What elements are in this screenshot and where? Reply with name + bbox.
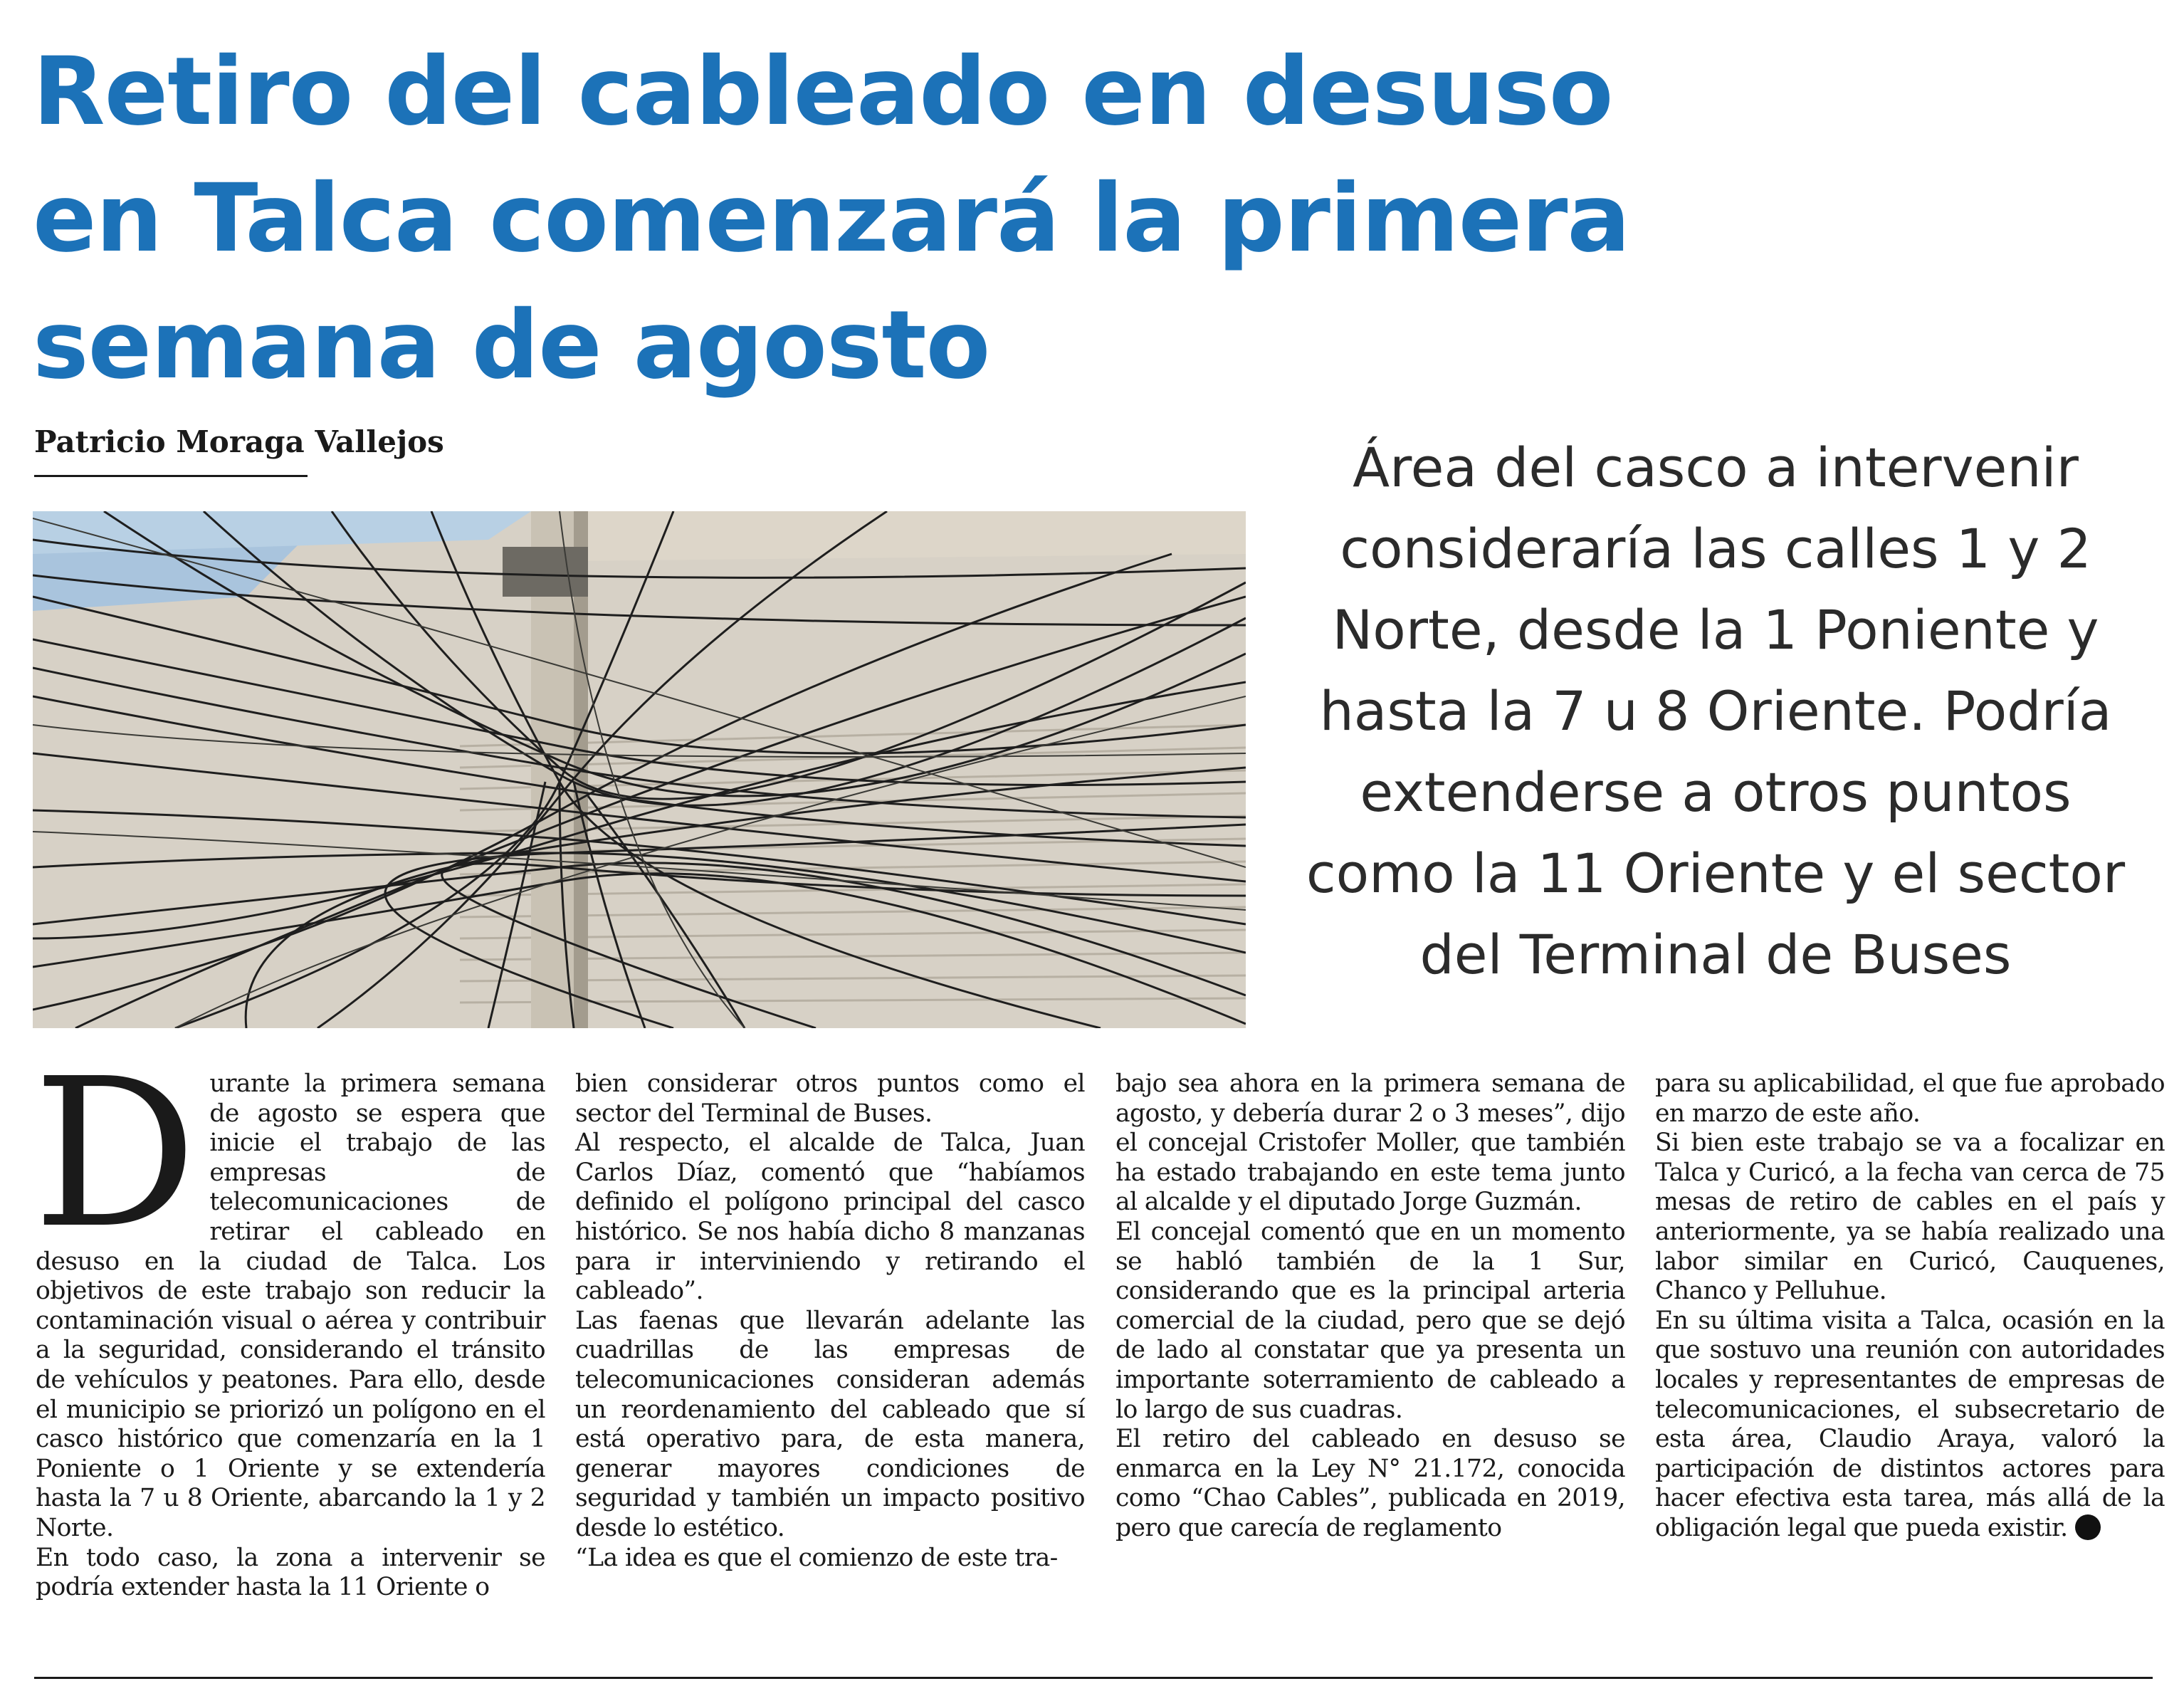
body-paragraph: para su aplicabilidad, el que fue aprobado en marzo de este año. [1655,1069,2165,1128]
power-pole-cables-photo [33,511,1246,1028]
body-paragraph: bien considerar otros puntos como el sector del Terminal de Buses. [575,1069,1085,1128]
body-paragraph [33,1035,545,1544]
pullquote-line: Área del casco a intervenir [1353,436,2079,499]
pullquote-line: hasta la 7 u 8 Oriente. Podría [1319,679,2112,743]
body-paragraph: bajo sea ahora en la primera semana de agosto, y debería durar 2 o 3 meses”, dijo el concejal Cristofer Moller, que también ha estado trabajando en este tema junto al alcalde y el diputado Jorge Guzmán. [1115,1069,1625,1217]
pullquote-line: consideraría las calles 1 y 2 [1340,517,2091,580]
author-byline: Patricio Moraga Vallejos [34,424,308,477]
bottom-divider [34,1677,2153,1679]
body-paragraph: En todo caso, la zona a intervenir se podría extender hasta la 11 Oriente o [36,1543,545,1602]
closing-text: En su última visita a Talca, ocasión en la que sostuvo una reunión con autoridades locales y representantes de empresas de telecomunicaciones, el subsecretario de esta área, Claudio Araya, valoró la participación de distintos actores para hacer efectiva esta tarea, más allá de la obligación legal que pueda existir. [1655,1306,2165,1542]
body-paragraph: “La idea es que el comienzo de este tra- [575,1543,1058,1572]
pullquote-line: extenderse a otros puntos [1360,760,2072,824]
headline-line: Retiro del cableado en desuso [33,37,1613,147]
pullquote-line: Norte, desde la 1 Poniente y [1332,598,2099,661]
body-paragraph [1655,1307,2165,1544]
headline-line: en Talca comenzará la primera [33,164,1630,273]
body-paragraph: Las faenas que llevarán adelante las cuadrillas de las empresas de telecomunicaciones consideran además un reordenamiento del cableado que sí está operativo para, de esta manera, generar mayores condiciones de seguridad y también un impacto positivo desde lo estético. [575,1306,1085,1542]
article-headline [33,28,1812,409]
pullquote-line: como la 11 Oriente y el sector [1306,842,2126,905]
body-paragraph: El concejal comentó que en un momento se habló también de la 1 Sur, considerando que es la principal arteria comercial de la ciudad, pero que se dejó de lado al constatar que ya presenta un importante soterramiento de cableado a lo largo de sus cuadras. [1115,1217,1625,1424]
body-column-1 [33,1035,545,1603]
body-paragraph: El retiro del cableado en desuso se enmarca en la Ley N° 21.172, conocida como “Chao Cables”, publicada en 2019, pero que carecía de reglamento [1115,1425,1625,1542]
drop-cap: D [33,1035,197,1273]
pullquote-line: del Terminal de Buses [1419,923,2012,986]
pull-quote [1267,427,2164,995]
end-of-article-bullet-icon [2075,1514,2101,1540]
body-paragraph: Si bien este trabajo se va a focalizar en Talca y Curicó, a la fecha van cerca de 75 mesas de retiro de cables en el país y anteriormente, ya se había realizado una labor similar en Curicó, Cauquenes, Chanco y Pelluhue. [1655,1129,2165,1306]
body-column-4 [1655,1069,2165,1544]
lead-text: urante la primera semana de agosto se espera que inicie el trabajo de las empresas de telecomunicaciones de retirar el cableado en desuso en la ciudad de Talca. Los objetivos de este trabajo son reducir la contaminación visual o aérea y contribuir a la seguridad, considerando el tránsito de vehículos y peatones. Para ello, desde el municipio se priorizó un polígono en el casco histórico que comenzaría en la 1 Poniente o 1 Oriente y se extendería hasta la 7 u 8 Oriente, abarcando la 1 y 2 Norte. [36,1069,545,1542]
headline-line: semana de agosto [33,291,990,400]
body-column-2 [575,1069,1085,1573]
body-paragraph: Al respecto, el alcalde de Talca, Juan Carlos Díaz, comentó que “habíamos definido el polígono principal del casco histórico. Se nos había dicho 8 manzanas para ir interviniendo y retirando el cableado”. [575,1129,1085,1306]
body-column-3 [1115,1069,1625,1544]
